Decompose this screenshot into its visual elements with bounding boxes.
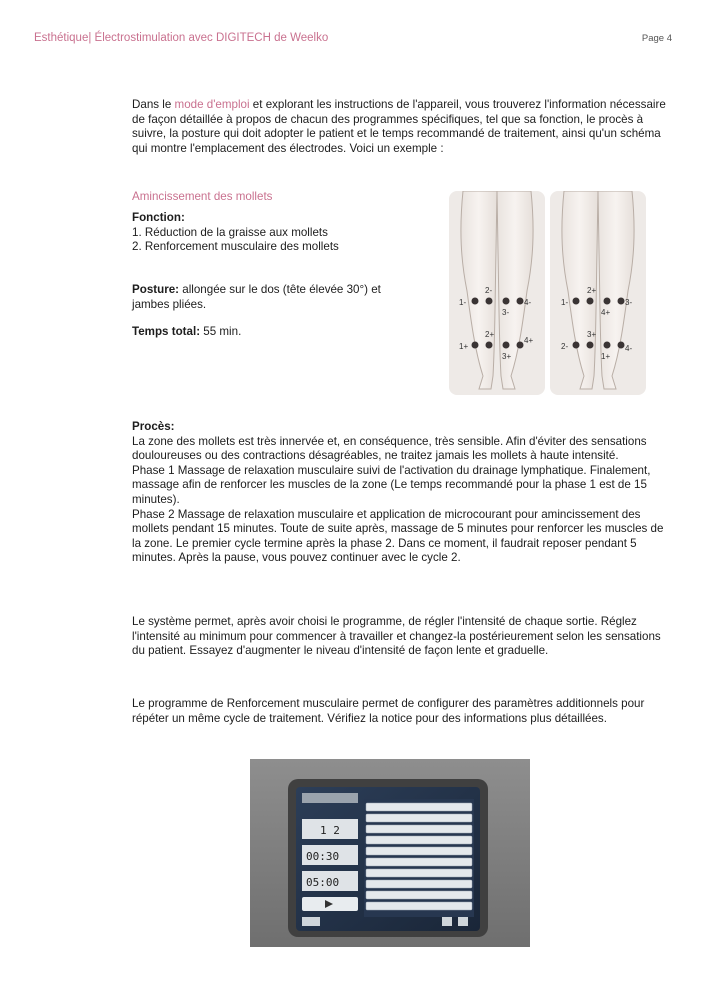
function-label: Fonction: [132, 211, 185, 224]
function-block [132, 211, 339, 255]
electrode-label: 1- [459, 298, 467, 307]
electrode-label: 2+ [587, 286, 597, 295]
electrode-label: 2- [485, 286, 493, 295]
process-block [132, 420, 674, 566]
electrode-label: 3- [625, 298, 633, 307]
total-time: Temps total: 55 min. [132, 325, 242, 338]
electrode-placement-diagram [449, 191, 646, 395]
electrode-label: 3+ [502, 352, 512, 361]
device-screen-photo [250, 759, 530, 947]
program-title: Amincissement des mollets [132, 190, 273, 203]
electrode-label: 2- [561, 342, 569, 351]
process-label: Procès: [132, 420, 175, 433]
posture-text: Posture: allongée sur le dos (tête élevée 30°) et jambes pliées. [132, 283, 381, 311]
intro-paragraph: Dans le mode d'emploi et explorant les instructions de l'appareil, vous trouverez l'information nécessaire de façon détaillée à propos de chacun des programmes spécifiques, tel que sa fonction, le procès à suivre, la posture qui doit adopter le patient et le temps recommandé de traitement, ainsi qu'un schéma qui montre l'emplacement des électrodes. Voici un exemple : [132, 98, 666, 155]
running-header-title: Esthétique| Électrostimulation avec DIGITECH de Weelko [34, 32, 329, 44]
process-phase-2: Phase 2 Massage de relaxation musculaire et application de microcourant pour amincissement des mollets pendant 15 minutes. Toute de suite après, massage de 5 minutes pour renforcer les muscles de la zone. Le premier cycle termine après la phase 2. Dans ce moment, il faudrait reposer pendant 5 minutes. Après la pause, vous pouvez continuer avec le cycle 2. [132, 507, 664, 565]
function-item: 2. Renforcement musculaire des mollets [132, 240, 339, 254]
electrode-label: 1+ [459, 342, 469, 351]
electrode-label: 4- [625, 344, 633, 353]
function-item: 1. Réduction de la graisse aux mollets [132, 225, 328, 239]
time-display-2: 05:00 [306, 876, 340, 889]
electrode-label: 3+ [587, 330, 597, 339]
electrode-label: 1+ [601, 352, 611, 361]
settings-icon [458, 917, 468, 926]
electrode-label: 3- [502, 308, 510, 317]
user-manual-link[interactable]: mode d'emploi [174, 98, 250, 111]
back-icon [302, 917, 320, 926]
process-phase-1: Phase 1 Massage de relaxation musculaire suivi de l'activation du drainage lymphatique. Finalement, massage afin de renforcer les muscles de la zone (Le temps recommandé pour la phase 1 est de 15 minutes). [132, 463, 651, 506]
page-number: Page 4 [641, 33, 672, 44]
home-icon [442, 917, 452, 926]
renforcement-paragraph: Le programme de Renforcement musculaire permet de configurer des paramètres additionnels pour répéter un même cycle de traitement. Vérifiez la notice pour des informations plus détaillées. [132, 697, 645, 725]
intensity-paragraph: Le système permet, après avoir choisi le programme, de régler l'intensité de chaque sortie. Réglez l'intensité au minimum pour commencer à travailler et changez-la postérieurement selon les sensations du patient. Essayez d'augmenter le niveau d'intensité de façon lente et graduelle. [132, 615, 661, 658]
process-line: La zone des mollets est très innervée et, en conséquence, très sensible. Afin d'éviter des sensations douloureuses ou des contractions désagréables, ne traitez jamais les mollets à haute intensité. [132, 434, 647, 463]
electrode-label: 1- [561, 298, 569, 307]
time-display-1: 00:30 [306, 850, 340, 863]
electrode-label: 2+ [485, 330, 495, 339]
program-number-display: 1 2 [320, 824, 340, 837]
electrode-label: 4+ [601, 308, 611, 317]
electrode-label: 4- [524, 298, 532, 307]
electrode-label: 4+ [524, 336, 534, 345]
